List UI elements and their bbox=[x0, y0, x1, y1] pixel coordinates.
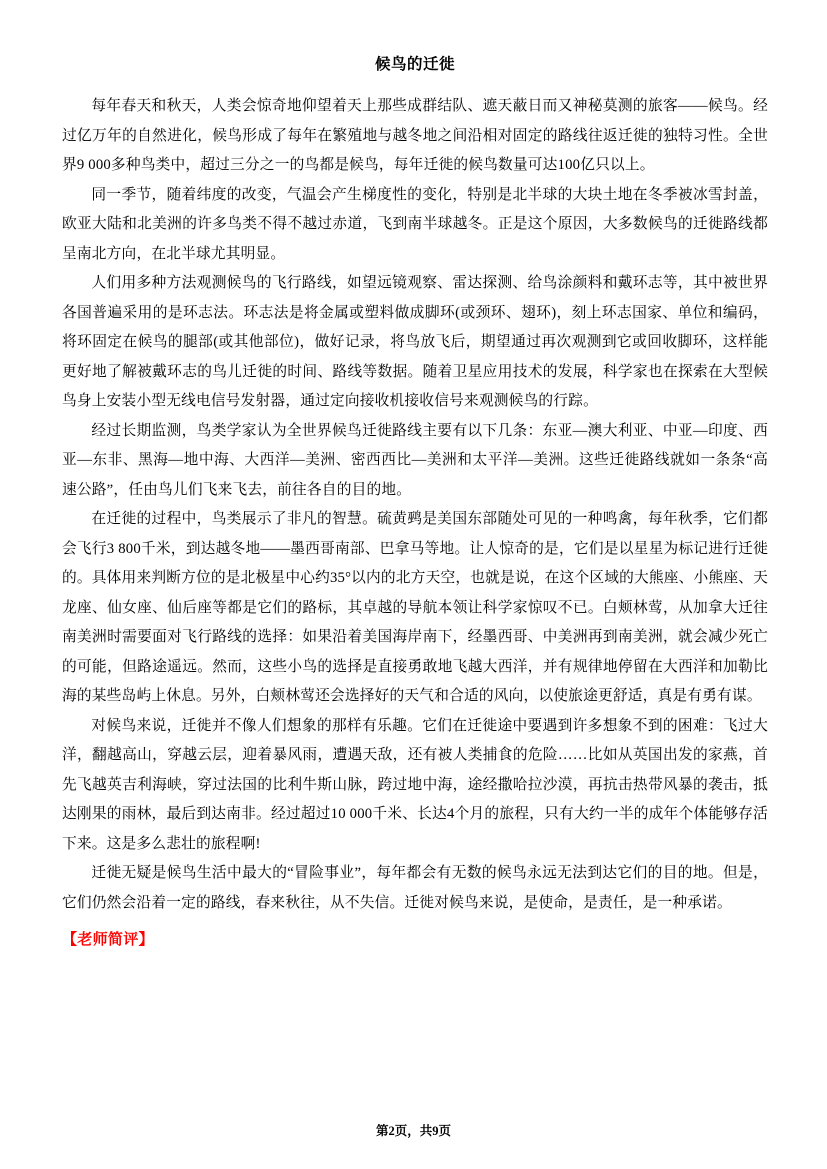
page-title: 候鸟的迁徙 bbox=[374, 56, 455, 73]
paragraph: 对候鸟来说，迁徙并不像人们想象的那样有乐趣。它们在迁徙途中要遇到许多想象不到的困难：飞过大洋，翻越高山，穿越云层，迎着暴风雨，遭遇天敌，还有被人类捕食的危险……比如从英国出发的家燕，首先飞越英吉利海峡，穿过法国的比利牛斯山脉，跨过地中海，途经撒哈拉沙漠，再抗击热带风暴的袭击，抵达刚果的雨林，最后到达南非。经过超过10 000千米、长达4个月的旅程，只有大约一半的成年个体能够存活下来。这是多么悲壮的旅程啊! bbox=[62, 717, 768, 852]
paragraph: 人们用多种方法观测候鸟的飞行路线，如望远镜观察、雷达探测、给鸟涂颜料和戴环志等，其中被世界各国普遍采用的是环志法。环志法是将金属或塑料做成脚环(或颈环、翅环)，刻上环志国家、单位和编码，将环固定在候鸟的腿部(或其他部位)，做好记录，将鸟放飞后，期望通过再次观测到它或回收脚环，这样能更好地了解被戴环志的鸟儿迁徙的时间、路线等数据。随着卫星应用技术的发展，科学家也在探索在大型候鸟身上安装小型无线电信号发射器，通过定向接收机接收信号来观测候鸟的行踪。 bbox=[62, 275, 768, 409]
paragraph: 每年春天和秋天，人类会惊奇地仰望着天上那些成群结队、遮天蔽日而又神秘莫测的旅客——候鸟。经过亿万年的自然进化，候鸟形成了每年在繁殖地与越冬地之间沿相对固定的路线往返迁徙的独特习性。全世界9 000多种鸟类中，超过三分之一的鸟都是候鸟，每年迁徙的候鸟数量可达100亿只以上。 bbox=[62, 98, 768, 173]
teacher-comment-label: 【老师简评】 bbox=[62, 932, 154, 948]
document-body bbox=[62, 52, 768, 949]
paragraph: 迁徙无疑是候鸟生活中最大的“冒险事业”，每年都会有无数的候鸟永远无法到达它们的目的地。但是，它们仍然会沿着一定的路线，春来秋往，从不失信。迁徙对候鸟来说，是使命，是责任，是一种承诺。 bbox=[62, 865, 768, 911]
paragraph: 同一季节，随着纬度的改变，气温会产生梯度性的变化，特别是北半球的大块土地在冬季被冰雪封盖，欧亚大陆和北美洲的许多鸟类不得不越过赤道，飞到南半球越冬。正是这个原因，大多数候鸟的迁徙路线都呈南北方向，在北半球尤其明显。 bbox=[62, 186, 768, 262]
paragraph: 经过长期监测，鸟类学家认为全世界候鸟迁徙路线主要有以下几条：东亚—澳大利亚、中亚—印度、西亚—东非、黑海—地中海、大西洋—美洲、密西西比—美洲和太平洋—美洲。这些迁徙路线就如一条条“高速公路”，任由鸟儿们飞来飞去，前往各自的目的地。 bbox=[62, 422, 768, 498]
paragraph: 在迁徙的过程中，鸟类展示了非凡的智慧。硫黄鹀是美国东部随处可见的一种鸣禽，每年秋季，它们都会飞行3 800千米，到达越冬地——墨西哥南部、巴拿马等地。让人惊奇的是，它们是以星星为标记进行迁徙的。具体用来判断方位的是北极星中心约35°以内的北方天空，也就是说，在这个区域的大熊座、小熊座、天龙座、仙女座、仙后座等都是它们的路标，其卓越的导航本领让科学家惊叹不已。白颊林莺，从加拿大迁往南美洲时需要面对飞行路线的选择：如果沿着美国海岸南下，经墨西哥、中美洲再到南美洲，就会减少死亡的可能，但路途遥远。然而，这些小鸟的选择是直接勇敢地飞越大西洋，并有规律地停留在大西洋和加勒比海的某些岛屿上休息。另外，白颊林莺还会选择好的天气和合适的风向，以使旅途更舒适，真是有勇有谋。 bbox=[62, 511, 768, 704]
page-footer: 第2页，共9页 bbox=[375, 1124, 451, 1138]
